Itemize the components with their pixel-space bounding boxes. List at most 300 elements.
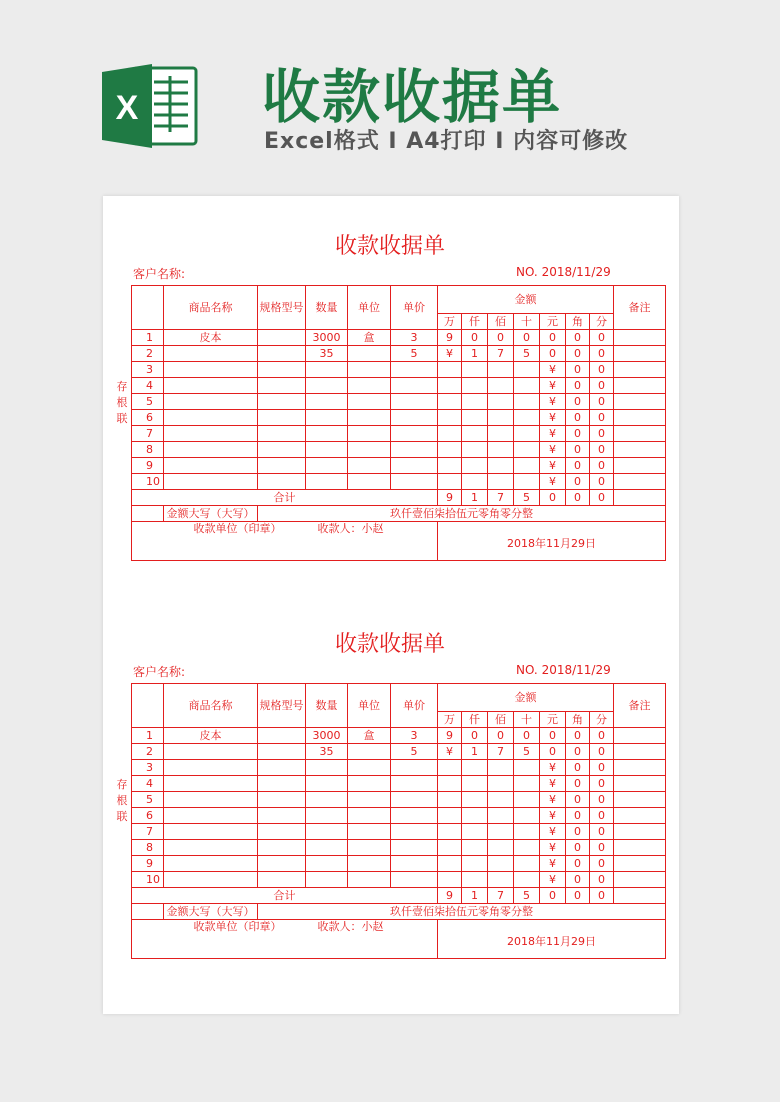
customer-name-label: 客户名称:: [133, 267, 186, 281]
row-remark: [614, 760, 666, 776]
row-remark: [614, 474, 666, 490]
total-label: 合计: [132, 888, 438, 904]
row-digit: [514, 458, 540, 474]
row-unit: [348, 426, 391, 442]
row-digit: [514, 856, 540, 872]
row-digit: [488, 776, 514, 792]
total-digit: 9: [438, 888, 462, 904]
row-product: [164, 776, 258, 792]
row-unit: [348, 824, 391, 840]
row-unit: [348, 362, 391, 378]
row-digit: 0: [590, 394, 614, 410]
header-amount: 金额: [438, 286, 614, 314]
row-digit: 0: [590, 458, 614, 474]
row-qty: [306, 378, 348, 394]
table-row: [132, 474, 666, 490]
row-digit: [462, 840, 488, 856]
row-digit: [438, 426, 462, 442]
row-digit: ¥: [540, 474, 566, 490]
row-digit: ¥: [540, 760, 566, 776]
row-spec: [258, 728, 306, 744]
stub-side-char: 根: [116, 794, 128, 807]
row-qty: [306, 856, 348, 872]
header-product: 商品名称: [164, 286, 258, 330]
row-remark: [614, 378, 666, 394]
footer-row: [132, 920, 666, 959]
row-digit: 0: [540, 346, 566, 362]
row-digit: [488, 442, 514, 458]
row-price: 3: [391, 728, 438, 744]
row-digit: [488, 824, 514, 840]
row-digit: [462, 856, 488, 872]
row-digit: [488, 856, 514, 872]
table-row: [132, 346, 666, 362]
header-digit: 角: [566, 712, 590, 728]
row-digit: [514, 426, 540, 442]
header-digit: 十: [514, 314, 540, 330]
row-digit: [514, 410, 540, 426]
row-price: [391, 776, 438, 792]
header-digit: 元: [540, 712, 566, 728]
row-digit: [462, 394, 488, 410]
header-amount: 金额: [438, 684, 614, 712]
header-digit: 十: [514, 712, 540, 728]
total-digit: 0: [540, 888, 566, 904]
row-price: [391, 378, 438, 394]
row-product: [164, 378, 258, 394]
row-spec: [258, 808, 306, 824]
header-remark: 备注: [614, 684, 666, 728]
stub-side-char: 联: [116, 810, 128, 823]
row-remark: [614, 458, 666, 474]
total-row: [132, 490, 666, 506]
row-digit: [438, 362, 462, 378]
row-digit: [488, 394, 514, 410]
header-digit: 佰: [488, 712, 514, 728]
payee-unit-label: 收款单位（印章）: [193, 522, 282, 535]
row-qty: [306, 776, 348, 792]
row-product: [164, 474, 258, 490]
row-digit: 0: [590, 872, 614, 888]
row-digit: [488, 792, 514, 808]
row-digit: 0: [590, 840, 614, 856]
row-price: 5: [391, 346, 438, 362]
row-index: 10: [132, 474, 164, 490]
row-digit: 0: [590, 330, 614, 346]
row-qty: [306, 840, 348, 856]
row-digit: ¥: [540, 442, 566, 458]
row-digit: 0: [566, 442, 590, 458]
row-digit: 9: [438, 728, 462, 744]
row-digit: ¥: [540, 808, 566, 824]
table-row: [132, 394, 666, 410]
row-digit: 0: [590, 856, 614, 872]
row-digit: [514, 442, 540, 458]
total-digit: 5: [514, 888, 540, 904]
row-product: [164, 346, 258, 362]
stub-side-label: [114, 777, 130, 825]
row-unit: [348, 346, 391, 362]
row-digit: 0: [566, 346, 590, 362]
footer-signature-cell: [132, 920, 438, 959]
receipt-table: [131, 683, 666, 959]
row-digit: [462, 792, 488, 808]
row-index: 1: [132, 330, 164, 346]
row-digit: [488, 808, 514, 824]
row-product: [164, 840, 258, 856]
row-digit: [488, 426, 514, 442]
row-index: 8: [132, 442, 164, 458]
row-digit: 7: [488, 346, 514, 362]
page-title: 收款收据单: [262, 63, 563, 131]
row-qty: 3000: [306, 330, 348, 346]
row-index: 9: [132, 856, 164, 872]
row-digit: [462, 410, 488, 426]
uppercase-value: 玖仟壹佰柒拾伍元零角零分整: [258, 506, 666, 522]
row-unit: 盒: [348, 728, 391, 744]
row-digit: 0: [566, 776, 590, 792]
header-product: 商品名称: [164, 684, 258, 728]
row-digit: 0: [590, 442, 614, 458]
row-product: [164, 458, 258, 474]
row-digit: 0: [566, 824, 590, 840]
row-index: 6: [132, 808, 164, 824]
row-spec: [258, 840, 306, 856]
row-digit: 0: [462, 728, 488, 744]
row-digit: [438, 824, 462, 840]
row-index: 2: [132, 346, 164, 362]
table-row: [132, 378, 666, 394]
row-unit: [348, 872, 391, 888]
row-qty: 35: [306, 744, 348, 760]
row-unit: [348, 378, 391, 394]
row-product: [164, 394, 258, 410]
row-spec: [258, 744, 306, 760]
row-unit: [348, 760, 391, 776]
row-unit: 盒: [348, 330, 391, 346]
row-digit: 0: [566, 872, 590, 888]
table-row: [132, 458, 666, 474]
row-digit: 0: [566, 808, 590, 824]
row-price: [391, 458, 438, 474]
receipt-title: 收款收据单: [334, 632, 445, 657]
row-digit: [462, 458, 488, 474]
row-qty: [306, 474, 348, 490]
row-digit: ¥: [540, 840, 566, 856]
header-digit: 角: [566, 314, 590, 330]
uppercase-blank: [132, 904, 164, 920]
row-qty: 35: [306, 346, 348, 362]
stub-side-char: 根: [116, 396, 128, 409]
table-row: [132, 840, 666, 856]
uppercase-value: 玖仟壹佰柒拾伍元零角零分整: [258, 904, 666, 920]
row-digit: 1: [462, 346, 488, 362]
row-digit: 0: [590, 426, 614, 442]
row-spec: [258, 792, 306, 808]
row-remark: [614, 840, 666, 856]
row-digit: [438, 856, 462, 872]
row-price: [391, 442, 438, 458]
row-qty: [306, 426, 348, 442]
row-digit: 0: [590, 792, 614, 808]
row-digit: ¥: [540, 394, 566, 410]
row-digit: 0: [488, 330, 514, 346]
row-product: [164, 426, 258, 442]
row-spec: [258, 394, 306, 410]
row-digit: 0: [566, 362, 590, 378]
row-index: 4: [132, 378, 164, 394]
row-digit: 0: [590, 760, 614, 776]
row-unit: [348, 474, 391, 490]
row-index: 2: [132, 744, 164, 760]
row-digit: 0: [590, 728, 614, 744]
row-spec: [258, 362, 306, 378]
row-digit: [514, 474, 540, 490]
total-digit: 0: [540, 490, 566, 506]
row-spec: [258, 378, 306, 394]
row-digit: [514, 776, 540, 792]
row-product: [164, 808, 258, 824]
row-index: 9: [132, 458, 164, 474]
row-index: 7: [132, 426, 164, 442]
row-unit: [348, 792, 391, 808]
table-row: [132, 728, 666, 744]
table-row: [132, 856, 666, 872]
row-digit: [462, 426, 488, 442]
row-index: 8: [132, 840, 164, 856]
row-digit: [462, 808, 488, 824]
row-product: [164, 792, 258, 808]
row-remark: [614, 442, 666, 458]
row-spec: [258, 410, 306, 426]
row-price: [391, 760, 438, 776]
row-spec: [258, 442, 306, 458]
row-index: 10: [132, 872, 164, 888]
row-digit: [514, 808, 540, 824]
row-digit: 9: [438, 330, 462, 346]
row-digit: [438, 840, 462, 856]
uppercase-blank: [132, 506, 164, 522]
row-digit: 7: [488, 744, 514, 760]
row-index: 3: [132, 760, 164, 776]
row-digit: [514, 394, 540, 410]
stub-side-char: 存: [116, 380, 128, 393]
row-unit: [348, 808, 391, 824]
row-unit: [348, 394, 391, 410]
row-digit: 0: [566, 410, 590, 426]
header-unit: 单位: [348, 684, 391, 728]
row-digit: [488, 760, 514, 776]
row-digit: 0: [566, 728, 590, 744]
row-digit: 0: [566, 840, 590, 856]
row-index: 4: [132, 776, 164, 792]
table-row: [132, 330, 666, 346]
row-remark: [614, 362, 666, 378]
header-digit: 佰: [488, 314, 514, 330]
row-digit: 0: [590, 474, 614, 490]
row-digit: 5: [514, 346, 540, 362]
row-price: [391, 824, 438, 840]
row-digit: [514, 760, 540, 776]
table-row: [132, 792, 666, 808]
row-digit: 0: [540, 728, 566, 744]
table-row: [132, 872, 666, 888]
stub-side-char: 存: [116, 778, 128, 791]
footer-signature-cell: [132, 522, 438, 561]
total-digit: 0: [566, 490, 590, 506]
header-digit: 万: [438, 314, 462, 330]
row-qty: 3000: [306, 728, 348, 744]
row-product: [164, 760, 258, 776]
row-digit: ¥: [540, 410, 566, 426]
row-price: [391, 840, 438, 856]
row-digit: 0: [566, 744, 590, 760]
total-remark: [614, 490, 666, 506]
row-digit: [488, 410, 514, 426]
row-digit: [488, 474, 514, 490]
total-digit: 9: [438, 490, 462, 506]
row-digit: 0: [590, 410, 614, 426]
row-digit: ¥: [540, 426, 566, 442]
row-digit: ¥: [438, 744, 462, 760]
row-product: 皮本: [164, 330, 258, 346]
page-header: [0, 0, 780, 195]
row-qty: [306, 792, 348, 808]
row-digit: ¥: [540, 824, 566, 840]
row-remark: [614, 394, 666, 410]
row-digit: ¥: [540, 872, 566, 888]
row-digit: ¥: [438, 346, 462, 362]
row-digit: 0: [590, 808, 614, 824]
row-product: [164, 410, 258, 426]
row-digit: 0: [566, 378, 590, 394]
row-remark: [614, 776, 666, 792]
row-product: [164, 362, 258, 378]
header-remark: 备注: [614, 286, 666, 330]
header-digit: 仟: [462, 314, 488, 330]
row-digit: 0: [514, 728, 540, 744]
row-digit: [438, 776, 462, 792]
row-digit: [488, 378, 514, 394]
row-qty: [306, 394, 348, 410]
table-row: [132, 760, 666, 776]
header-index: [132, 684, 164, 728]
row-digit: 0: [566, 394, 590, 410]
row-remark: [614, 346, 666, 362]
row-qty: [306, 808, 348, 824]
row-index: 3: [132, 362, 164, 378]
row-price: [391, 792, 438, 808]
row-digit: 0: [462, 330, 488, 346]
table-row: [132, 776, 666, 792]
row-digit: 0: [566, 330, 590, 346]
row-spec: [258, 776, 306, 792]
row-digit: 0: [590, 378, 614, 394]
row-spec: [258, 872, 306, 888]
header-digit: 元: [540, 314, 566, 330]
row-digit: [488, 872, 514, 888]
header-digit: 分: [590, 712, 614, 728]
header-unit: 单位: [348, 286, 391, 330]
row-digit: [462, 760, 488, 776]
row-remark: [614, 872, 666, 888]
table-row: [132, 808, 666, 824]
row-product: [164, 856, 258, 872]
row-price: [391, 410, 438, 426]
receipt-table: [131, 285, 666, 561]
row-index: 5: [132, 394, 164, 410]
row-digit: 0: [590, 824, 614, 840]
total-digit: 1: [462, 490, 488, 506]
row-qty: [306, 872, 348, 888]
row-price: [391, 872, 438, 888]
row-digit: ¥: [540, 856, 566, 872]
row-digit: 0: [540, 330, 566, 346]
row-remark: [614, 808, 666, 824]
row-price: [391, 808, 438, 824]
header-spec: 规格型号: [258, 286, 306, 330]
row-digit: 0: [590, 776, 614, 792]
row-digit: [514, 378, 540, 394]
row-digit: 1: [462, 744, 488, 760]
row-digit: [514, 792, 540, 808]
row-price: 5: [391, 744, 438, 760]
table-row: [132, 410, 666, 426]
row-unit: [348, 744, 391, 760]
row-unit: [348, 442, 391, 458]
table-header-row: [132, 286, 666, 314]
header-index: [132, 286, 164, 330]
header-spec: 规格型号: [258, 684, 306, 728]
row-qty: [306, 442, 348, 458]
table-header-row: [132, 684, 666, 712]
header-digit: 分: [590, 314, 614, 330]
header-qty: 数量: [306, 684, 348, 728]
row-digit: 0: [566, 792, 590, 808]
row-digit: [462, 474, 488, 490]
customer-name-label: 客户名称:: [133, 665, 186, 679]
row-digit: [438, 872, 462, 888]
row-product: [164, 442, 258, 458]
header-price: 单价: [391, 684, 438, 728]
row-price: [391, 362, 438, 378]
uppercase-label: 金额大写（大写）: [164, 506, 258, 522]
row-digit: [438, 394, 462, 410]
footer-date: 2018年11月29日: [438, 920, 666, 959]
row-digit: [488, 458, 514, 474]
row-price: [391, 856, 438, 872]
row-price: 3: [391, 330, 438, 346]
table-row: [132, 426, 666, 442]
row-spec: [258, 426, 306, 442]
row-price: [391, 426, 438, 442]
header-price: 单价: [391, 286, 438, 330]
header-digit: 仟: [462, 712, 488, 728]
row-spec: [258, 760, 306, 776]
row-price: [391, 394, 438, 410]
row-digit: 5: [514, 744, 540, 760]
row-digit: ¥: [540, 458, 566, 474]
total-digit: 0: [566, 888, 590, 904]
total-label: 合计: [132, 490, 438, 506]
row-remark: [614, 426, 666, 442]
total-digit: 0: [590, 888, 614, 904]
row-digit: 0: [540, 744, 566, 760]
receipt-number: NO. 2018/11/29: [516, 663, 611, 677]
footer-row: [132, 522, 666, 561]
row-qty: [306, 760, 348, 776]
row-product: [164, 744, 258, 760]
